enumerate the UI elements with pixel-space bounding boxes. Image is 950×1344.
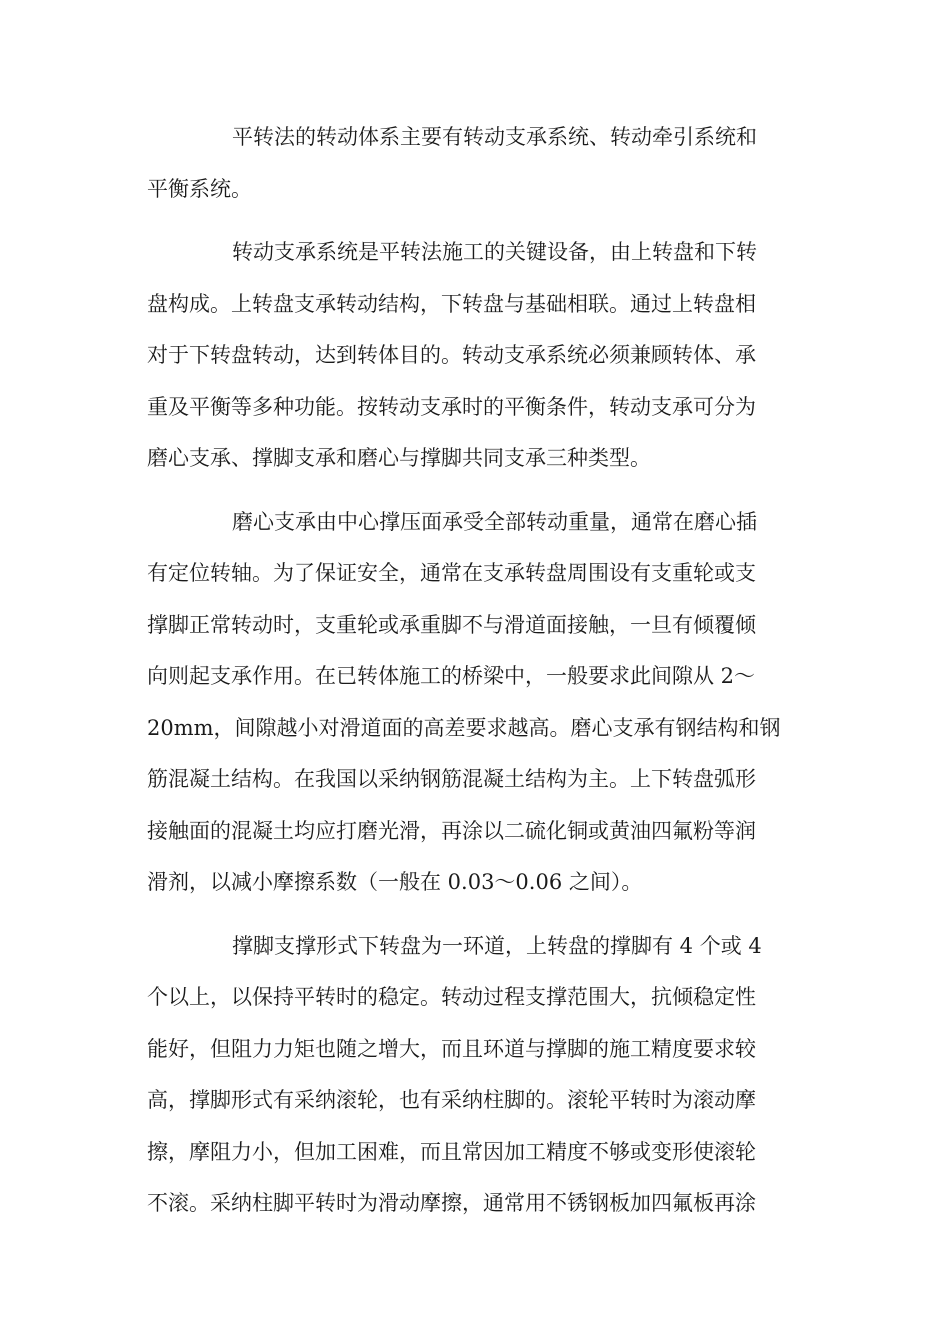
- text-line: 不滚。采纳柱脚平转时为滑动摩擦，通常用不锈钢板加四氟板再涂: [147, 1191, 756, 1215]
- text-line: 能好，但阻力力矩也随之增大，而且环道与撑脚的施工精度要求较: [147, 1036, 756, 1061]
- text-line: 对于下转盘转动，达到转体目的。转动支承系统必须兼顾转体、承: [147, 343, 756, 367]
- text-line: 磨心支承、撑脚支承和磨心与撑脚共同支承三种类型。: [147, 446, 651, 470]
- text-line: 高，撑脚形式有采纳滚轮，也有采纳柱脚的。滚轮平转时为滚动摩: [147, 1088, 756, 1112]
- text-line: 滑剂，以减小摩擦系数（一般在 0.03～0.06 之间）。: [147, 870, 643, 894]
- text-line: 接触面的混凝土均应打磨光滑，再涂以二硫化铜或黄油四氟粉等润: [147, 818, 756, 843]
- paragraph-3: [147, 497, 807, 909]
- text-line: 盘构成。上转盘支承转动结构，下转盘与基础相联。通过上转盘相: [147, 291, 756, 316]
- text-line: 磨心支承由中心撑压面承受全部转动重量，通常在磨心插: [232, 509, 757, 534]
- paragraph-4: [147, 921, 807, 1230]
- text-line: 有定位转轴。为了保证安全，通常在支承转盘周围设有支重轮或支: [147, 561, 756, 585]
- text-line: 重及平衡等多种功能。按转动支承时的平衡条件，转动支承可分为: [147, 394, 756, 419]
- text-line: 个以上，以保持平转时的稳定。转动过程支撑范围大，抗倾稳定性: [147, 985, 756, 1009]
- text-line: 擦，摩阻力小，但加工困难，而且常因加工精度不够或变形使滚轮: [147, 1139, 756, 1164]
- text-line: 筋混凝土结构。在我国以采纳钢筋混凝土结构为主。上下转盘弧形: [147, 767, 756, 791]
- paragraph-1: [147, 112, 807, 215]
- text-line: 撑脚正常转动时，支重轮或承重脚不与滑道面接触，一旦有倾覆倾: [147, 612, 756, 637]
- body-text: [147, 112, 807, 1230]
- text-line: 20mm，间隙越小对滑道面的高差要求越高。磨心支承有钢结构和钢: [147, 715, 781, 740]
- text-line: 转动支承系统是平转法施工的关键设备，由上转盘和下转: [232, 240, 757, 264]
- text-line: 平转法的转动体系主要有转动支承系统、转动牵引系统和: [232, 125, 757, 149]
- text-line: 平衡系统。: [147, 176, 252, 201]
- text-line: 撑脚支撑形式下转盘为一环道，上转盘的撑脚有 4 个或 4: [232, 933, 762, 958]
- paragraph-2: [147, 227, 807, 485]
- text-line: 向则起支承作用。在已转体施工的桥梁中，一般要求此间隙从 2～: [147, 664, 756, 688]
